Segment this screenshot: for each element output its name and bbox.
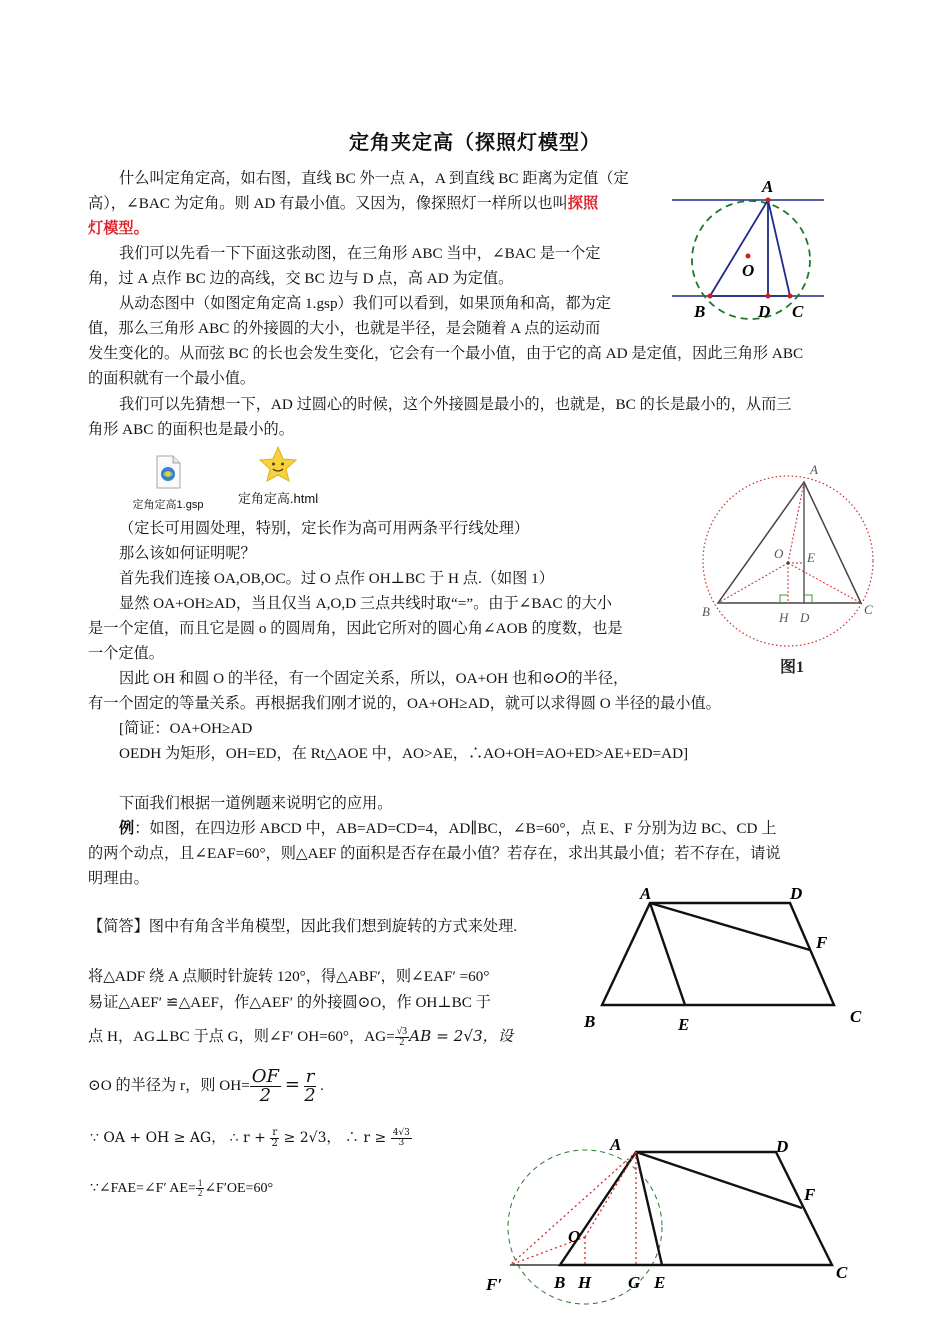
oh-line1	[119, 666, 628, 691]
obvious-line1: 显然 OA+OH≥AD，当且仅当 A,O,D 三点共线时取“=”。由于∠BAC 的大小	[119, 595, 612, 612]
circle-o-symbol: O	[555, 669, 568, 687]
note-line: （定长可用圆处理，特别，定长作为高可用两条平行线处理）	[119, 520, 530, 537]
fig1-oc	[788, 563, 861, 603]
file-gsp-label: 定角定高1.gsp	[132, 499, 204, 511]
example-label: 例	[119, 820, 135, 837]
oh-line1-tail: 的半径，	[567, 670, 629, 687]
bottom-label-b: B	[554, 1273, 566, 1292]
gsp-file-icon	[153, 455, 183, 489]
proof-line2: OEDH 为矩形，OH=ED，在 Rt△AOE 中，AO>AE，∴AO+OH=AO+ED>AE+ED=AD]	[119, 745, 689, 762]
solution-line5-mid: ≥ 2√3， ∴ r ≥	[283, 1130, 387, 1146]
para3-line4: 的面积就有一个最小值。	[88, 370, 256, 387]
solution-line4-text: ⊙O 的半径为 r，则 OH=	[88, 1076, 250, 1094]
example-text: ：如图，在四边形 ABCD 中，AB=AD=CD=4，AD∥BC，∠B=60°，点 E、F 分别为边 BC、CD 上	[134, 820, 777, 837]
question-line: 那么该如何证明呢？	[119, 545, 256, 562]
para1-text: 高），∠BAC 为定角。则 AD 有最小值。又因为，像探照灯一样所以也叫	[88, 195, 568, 212]
point-d	[766, 294, 771, 299]
example-line2: 的两个动点，且∠EAF=60°，则△AEF 的面积是否存在最小值？若存在，求出其最小值；若不存在，请说	[88, 845, 781, 862]
bottom-segment-af	[636, 1152, 802, 1208]
para3-line3: 发生变化的。从而弦 BC 的长也会发生变化，它会有一个最小值，由于它的高 AD 是定值，因此三角形 ABC	[88, 345, 804, 362]
frac-r-over-2-small	[270, 1128, 279, 1149]
fig1-label-b: B	[702, 604, 710, 619]
para4-line2: 角形 ABC 的面积也是最小的。	[88, 421, 294, 438]
point-o	[746, 254, 751, 259]
figure-1	[700, 458, 885, 680]
point-c	[788, 294, 793, 299]
file-gsp[interactable]	[128, 455, 208, 512]
frac-num: 1	[197, 1178, 203, 1189]
page-title: 定角夹定高（探照灯模型）	[349, 132, 601, 154]
segment-af	[650, 903, 810, 950]
frac-den: 2	[259, 1085, 272, 1106]
file-html[interactable]	[230, 445, 326, 507]
solution-line6-text: ∵∠FAE=∠F′ AE=	[90, 1181, 196, 1196]
frac-num: r	[272, 1126, 278, 1138]
bottom-label-d: D	[776, 1137, 789, 1156]
frac-num: r	[305, 1066, 315, 1087]
bottom-label-o: O	[568, 1227, 581, 1246]
segment-af-prime	[510, 1152, 636, 1265]
para3-line2: 值，那么三角形 ABC 的外接圆的大小，也就是半径，是会随着 A 点的运动而	[88, 320, 601, 337]
bottom-segment-ae	[636, 1152, 662, 1265]
oh-line1-text: 因此 OH 和圆 O 的半径，有一个固定关系，所以，OA+OH 也和⊙	[119, 670, 555, 687]
point-a	[766, 198, 771, 203]
para1-line1: 什么叫定角定高，如右图，直线 BC 外一点 A，A 到直线 BC 距离为定值（定	[119, 170, 629, 187]
fig1-point-o	[786, 561, 789, 564]
solution-line4	[88, 1068, 324, 1105]
frac-den: 2	[271, 1137, 278, 1149]
solution-line6-tail: ∠F′OE=60°	[204, 1181, 274, 1196]
quad-abcd-bottom	[560, 1152, 832, 1265]
point-b	[708, 294, 713, 299]
frac-num: 4√3	[392, 1127, 410, 1138]
frac-den: 2	[399, 1037, 405, 1049]
para3-line1: 从动态图中（如图定角定高 1.gsp）我们可以看到，如果顶角和高，都为定	[119, 295, 611, 312]
para1-highlight-1: 探照	[567, 195, 599, 212]
segment-ae	[650, 903, 685, 1005]
oh-line2: 有一个固定的等量关系。再根据我们刚才说的，OA+OH≥AD，就可以求得圆 O 半径的最小值。	[88, 695, 721, 712]
solution-line2: 易证△AEF′ ≌△AEF，作△AEF′ 的外接圆⊙O，作 OH⊥BC 于	[88, 994, 491, 1011]
file-html-label: 定角定高.html	[237, 491, 319, 506]
para4-line1: 我们可以先猜想一下，AD 过圆心的时候，这个外接圆是最小的，也就是，BC 的长是最小的，从而三	[119, 396, 792, 413]
label-d: D	[758, 302, 771, 321]
quad-label-f: F	[816, 933, 828, 952]
bottom-label-f-prime: F′	[486, 1275, 503, 1294]
quad-abcd	[602, 903, 834, 1005]
frac-den: 3	[398, 1137, 405, 1148]
solution-line3-math: AB = 2√3，设	[409, 1027, 514, 1045]
figure-searchlight-model	[668, 172, 828, 322]
solution-line1: 将△ADF 绕 A 点顺时针旋转 120°，得△ABF′，则∠EAF′ =60°	[88, 968, 490, 985]
frac-r-over-2	[304, 1068, 317, 1105]
solution-line3	[88, 1024, 513, 1049]
para1-line2	[88, 191, 598, 216]
fig1-right-angle-h	[780, 595, 788, 603]
solution-line5	[90, 1126, 412, 1151]
frac-4sqrt3-over-3	[391, 1129, 412, 1148]
bottom-label-g: G	[628, 1273, 641, 1292]
answer-label: 【简答】	[88, 918, 149, 935]
para2-line2: 角，过 A 点作 BC 边的高线，交 BC 边与 D 点，高 AD 为定值。	[88, 270, 514, 287]
para1-highlight-2: 灯模型。	[88, 220, 149, 237]
example-line3: 明理由。	[88, 870, 149, 887]
proof-line1: [简证：OA+OH≥AD	[119, 720, 253, 737]
bottom-label-e: E	[654, 1273, 666, 1292]
period: .	[320, 1076, 324, 1094]
fig1-ob	[718, 563, 788, 603]
fig1-label-a: A	[810, 462, 818, 477]
bottom-label-c: C	[836, 1263, 848, 1282]
frac-of-over-2	[250, 1068, 281, 1105]
quad-label-a: A	[640, 884, 652, 903]
example-line1	[119, 816, 777, 841]
triangle-abc	[710, 200, 790, 296]
fig1-caption: 图1	[780, 659, 805, 676]
figure-quadrilateral	[578, 880, 873, 1040]
example-intro: 下面我们根据一道例题来说明它的应用。	[119, 795, 393, 812]
label-c: C	[792, 302, 804, 321]
first-step-line: 首先我们连接 OA,OB,OC。过 O 点作 OH⊥BC 于 H 点.（如图 1）	[119, 570, 554, 587]
figure-rotation-construction	[480, 1128, 870, 1340]
fig1-label-c: C	[864, 602, 873, 617]
bottom-label-a: A	[610, 1135, 622, 1154]
answer-text: 图中有角含半角模型，因此我们想到旋转的方式来处理.	[148, 918, 518, 935]
quad-label-d: D	[790, 884, 803, 903]
para2-line1: 我们可以先看一下下面这张动图，在三角形 ABC 当中，∠BAC 是一个定	[119, 245, 601, 262]
solution-line6	[90, 1176, 273, 1201]
star-icon	[258, 445, 298, 483]
fig1-label-e: E	[807, 550, 815, 565]
solution-line3-text: 点 H，AG⊥BC 于点 G，则∠F′ OH=60°，AG=	[88, 1028, 395, 1045]
solution-line5-text: ∵ OA + OH ≥ AG， ∴ r +	[90, 1130, 266, 1146]
fig1-label-d: D	[800, 610, 810, 625]
fig1-triangle-abc	[718, 482, 861, 603]
bottom-label-f: F	[804, 1185, 816, 1204]
bottom-label-h: H	[578, 1273, 592, 1292]
label-a: A	[762, 177, 774, 196]
quad-label-c: C	[850, 1007, 862, 1026]
frac-den: 2	[304, 1085, 316, 1106]
label-o: O	[742, 261, 755, 280]
obvious-line3: 一个定值。	[88, 645, 164, 662]
fig1-label-o: O	[774, 546, 784, 561]
frac-num: OF	[251, 1066, 280, 1087]
answer-line	[88, 914, 517, 939]
quad-label-e: E	[678, 1015, 690, 1034]
quad-label-b: B	[584, 1012, 596, 1031]
fig1-label-h: H	[779, 610, 789, 625]
frac-sqrt3-over-2	[395, 1027, 410, 1048]
obvious-line2: 是一个定值，而且它是圆 o 的圆周角，因此它所对的圆心角∠AOB 的度数，也是	[88, 620, 623, 637]
frac-num: √3	[396, 1026, 408, 1038]
label-b: B	[694, 302, 706, 321]
frac-den: 2	[197, 1188, 203, 1199]
equals-sign: =	[284, 1073, 300, 1095]
fig1-right-angle-d	[804, 595, 812, 603]
